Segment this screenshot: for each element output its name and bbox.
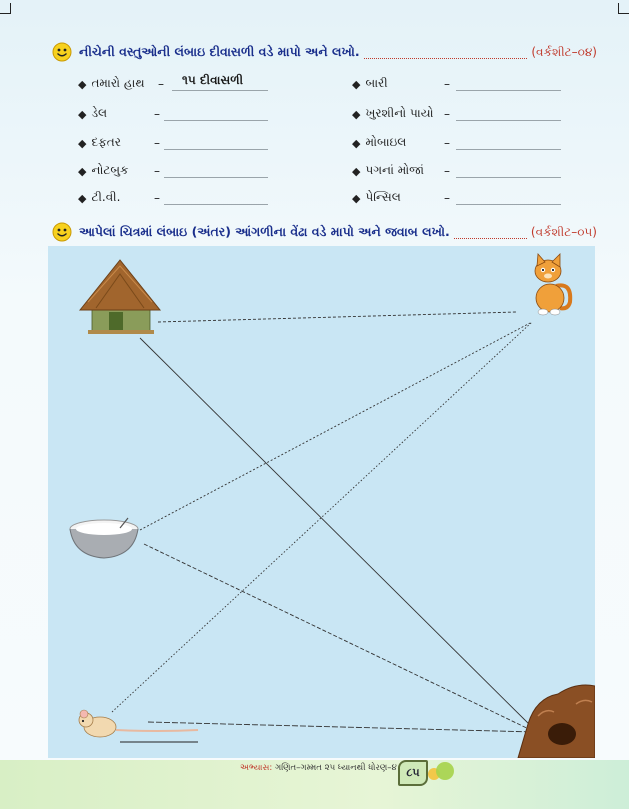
mouse-picture: [79, 710, 198, 742]
list-item: [78, 134, 278, 150]
item-dash: –: [444, 164, 450, 178]
answer-line[interactable]: [456, 163, 561, 178]
footer-credit-key: અભ્યાસ:: [240, 763, 273, 773]
item-label: નોટબુક: [91, 163, 129, 177]
item-label: દફતર: [91, 135, 121, 149]
list-item: [352, 134, 567, 150]
list-item: [352, 189, 567, 205]
list-item: [352, 105, 567, 121]
section2-heading: [52, 221, 597, 243]
decor-dot: [436, 762, 454, 780]
item-label: ડેલ: [91, 106, 108, 120]
answer-line[interactable]: [456, 135, 561, 150]
hut-picture: [80, 260, 160, 334]
line-bowl-to-burrow: [144, 544, 535, 732]
line-hut-to-burrow: [140, 338, 535, 730]
page-number: ૮૫: [398, 760, 428, 786]
item-dash: –: [154, 136, 160, 150]
item-label: ખુરશીનો પાયો: [365, 106, 434, 120]
diamond-bullet-icon: ◆: [78, 108, 87, 121]
drawing-canvas: [48, 246, 595, 758]
crop-mark-top-left: [0, 3, 11, 14]
list-item: [352, 75, 567, 91]
line-hut-to-cat: [158, 312, 516, 322]
answer-line[interactable]: [164, 135, 268, 150]
list-item: [78, 189, 278, 205]
diamond-bullet-icon: ◆: [352, 108, 361, 121]
diamond-bullet-icon: ◆: [78, 78, 87, 91]
item-label: પગનાં મોજાં: [365, 163, 425, 177]
page-footer: [0, 760, 629, 809]
line-bowl-to-cat: [140, 323, 530, 530]
burrow-picture: [518, 685, 595, 758]
diamond-bullet-icon: ◆: [352, 192, 361, 205]
answer-line[interactable]: [164, 163, 268, 178]
footer-credit-text: ગણિત–ગમ્મત ૨૫ ધ્યાનથી ધોરણ–૪: [272, 763, 397, 773]
diamond-bullet-icon: ◆: [78, 165, 87, 178]
item-label: તમારો હાથ: [91, 76, 145, 90]
item-dash: –: [154, 164, 160, 178]
answer-text: ૧૫ દીવાસળી: [182, 73, 244, 87]
item-label: બારી: [365, 76, 388, 90]
list-item: [352, 162, 567, 178]
list-item: [78, 75, 278, 91]
list-item: [78, 162, 278, 178]
item-dash: –: [154, 191, 160, 205]
bowl-picture: [70, 518, 138, 558]
section2-worksheet-label: (વર્કશીટ–૦૫): [530, 224, 597, 239]
measurement-drawing: [48, 246, 595, 758]
item-dash: –: [444, 191, 450, 205]
item-dash: –: [444, 77, 450, 91]
diamond-bullet-icon: ◆: [352, 165, 361, 178]
item-dash: –: [158, 77, 164, 91]
section2-heading-text: આપેલાં ચિત્રમાં લંબાઇ (અંતર) આંગળીના વેંઢા વડે માપો અને જવાબ લખો.: [79, 224, 450, 239]
footer-credit: [240, 763, 397, 773]
section1-heading: [52, 41, 597, 63]
line-mouse-to-burrow: [148, 722, 535, 732]
list-item: [78, 105, 278, 121]
smiley-icon: [52, 222, 72, 242]
diamond-bullet-icon: ◆: [78, 137, 87, 150]
section1-worksheet-label: (વર્કશીટ–૦૪): [531, 44, 597, 59]
item-dash: –: [444, 107, 450, 121]
heading-dotted-leader: [364, 46, 528, 59]
answer-line[interactable]: [456, 190, 561, 205]
item-label: મોબાઇલ: [365, 135, 407, 149]
item-label: પેન્સિલ: [365, 190, 401, 204]
smiley-icon: [52, 42, 72, 62]
answer-line[interactable]: [456, 76, 561, 91]
item-dash: –: [154, 107, 160, 121]
section1-heading-text: નીચેની વસ્તુઓની લંબાઇ દીવાસળી વડે માપો અને લખો.: [79, 44, 360, 59]
cat-picture: [535, 254, 570, 315]
answer-line[interactable]: [164, 190, 268, 205]
diamond-bullet-icon: ◆: [78, 192, 87, 205]
item-dash: –: [444, 136, 450, 150]
item-label: ટી.વી.: [91, 190, 121, 204]
diamond-bullet-icon: ◆: [352, 78, 361, 91]
heading-dotted-leader: [454, 226, 527, 239]
answer-line[interactable]: [164, 106, 268, 121]
line-mouse-to-cat: [112, 322, 532, 712]
crop-mark-top-right: [618, 3, 629, 14]
answer-line[interactable]: [456, 106, 561, 121]
diamond-bullet-icon: ◆: [352, 137, 361, 150]
